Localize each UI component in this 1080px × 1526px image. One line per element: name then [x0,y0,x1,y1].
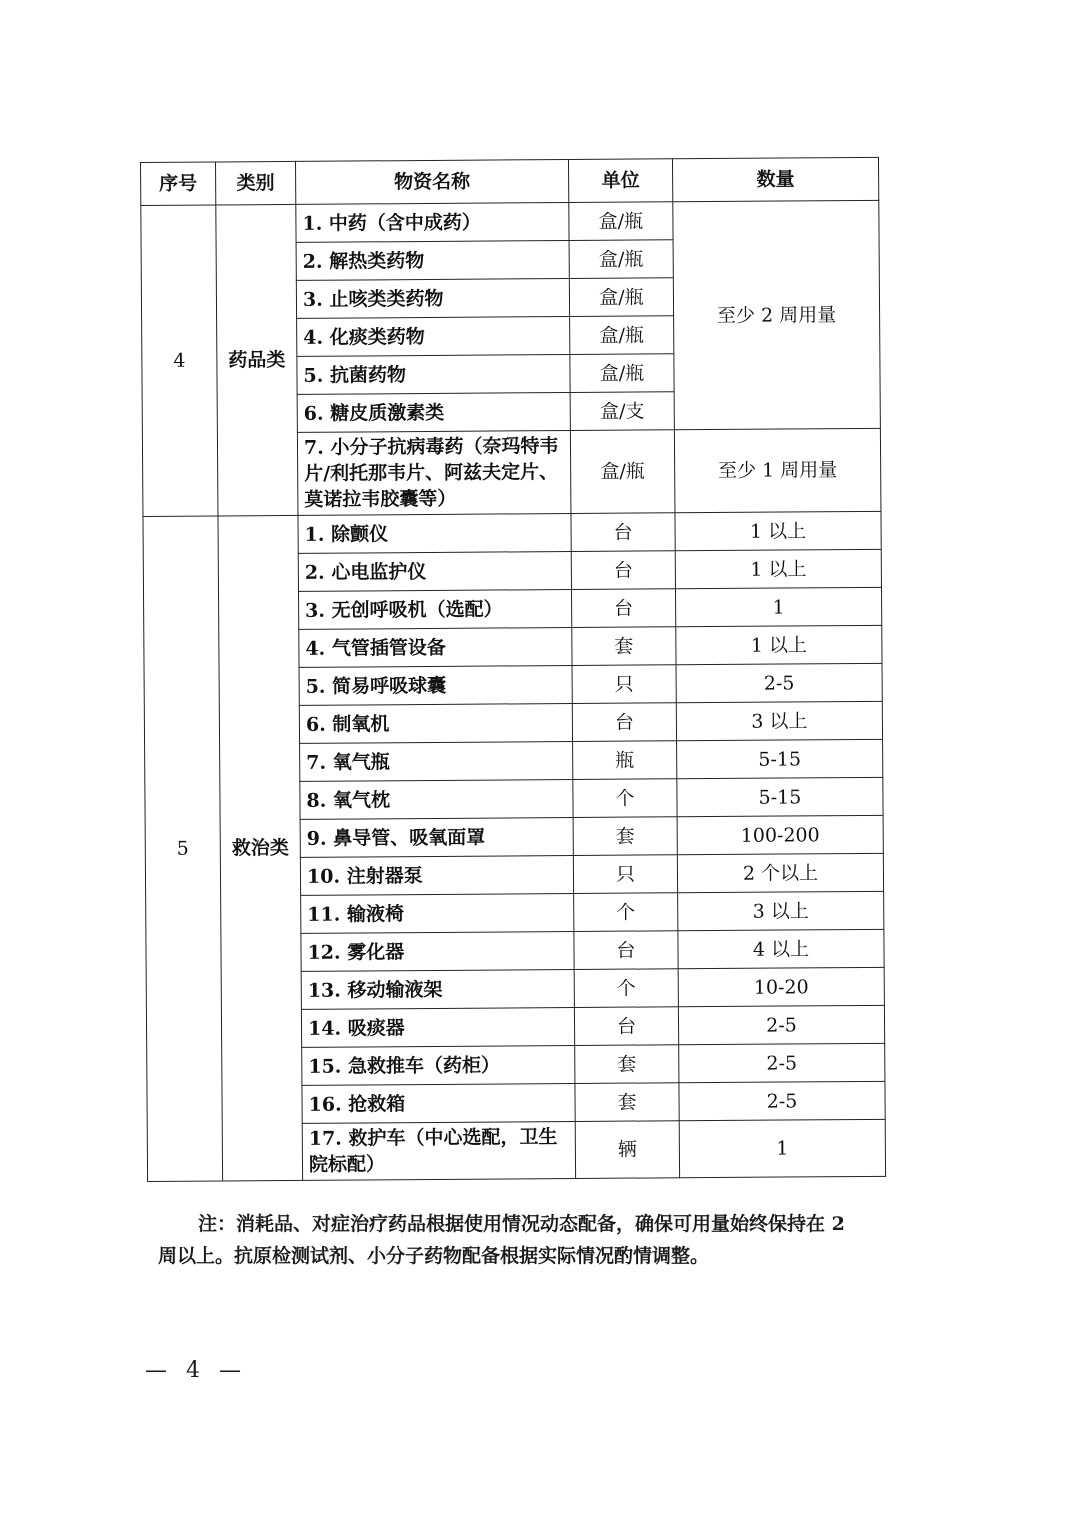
item-unit: 盒/瓶 [569,278,673,317]
item-quantity: 4 以上 [678,929,884,968]
item-unit: 套 [573,817,677,856]
item-unit: 台 [572,703,676,742]
item-quantity: 1 [675,587,881,626]
item-quantity: 5-15 [677,739,883,778]
item-name: 6. 制氧机 [299,703,572,743]
item-name: 3. 止咳类类药物 [296,279,569,319]
item-name: 7. 小分子抗病毒药（奈玛特韦片/利托那韦片、阿兹夫定片、莫诺拉韦胶囊等） [297,431,571,516]
item-name: 9. 鼻导管、吸氧面罩 [300,817,573,857]
item-unit: 个 [574,969,678,1008]
item-name: 5. 简易呼吸球囊 [299,665,572,705]
item-name: 4. 化痰类药物 [297,317,570,357]
item-quantity: 2 个以上 [677,853,883,892]
table-row [141,200,879,243]
page-number: — 4 — [145,1358,247,1383]
header-item-name: 物资名称 [295,160,568,205]
item-quantity: 1 以上 [675,511,881,550]
item-name: 5. 抗菌药物 [297,355,570,395]
item-name: 14. 吸痰器 [301,1007,574,1047]
item-unit: 只 [573,855,677,894]
item-quantity: 10-20 [678,967,884,1006]
item-quantity: 3 以上 [678,891,884,930]
group-category: 药品类 [216,204,298,516]
item-unit: 盒/瓶 [569,202,673,241]
item-name: 4. 气管插管设备 [299,627,572,667]
item-name: 7. 氧气瓶 [300,741,573,781]
item-quantity: 5-15 [677,777,883,816]
item-unit: 套 [575,1083,679,1122]
item-unit: 盒/瓶 [570,316,674,355]
item-quantity: 1 以上 [676,625,882,664]
item-unit: 盒/瓶 [569,240,673,279]
item-unit: 瓶 [573,741,677,780]
table-row [143,511,881,554]
item-name: 13. 移动输液架 [301,969,574,1009]
supplies-table [140,157,886,1182]
item-name: 1. 中药（含中成药） [296,203,569,243]
item-name: 8. 氧气枕 [300,779,573,819]
header-quantity: 数量 [672,157,878,201]
item-quantity: 2-5 [679,1043,885,1082]
item-unit: 盒/瓶 [570,430,675,514]
group-index: 4 [141,205,218,517]
item-name: 12. 雾化器 [301,931,574,971]
item-unit: 套 [572,627,676,666]
item-unit: 个 [573,779,677,818]
item-quantity: 2-5 [676,663,882,702]
item-name: 15. 急救推车（药柜） [302,1045,575,1085]
item-name: 11. 输液椅 [301,893,574,933]
group-category: 救治类 [218,515,303,1181]
item-name: 2. 解热类药物 [296,241,569,281]
item-unit: 盒/支 [570,392,674,431]
item-unit: 台 [574,1007,678,1046]
item-quantity: 1 以上 [675,549,881,588]
item-quantity: 至少 2 周用量 [673,200,881,429]
table-header-row [141,157,879,205]
item-unit: 盒/瓶 [570,354,674,393]
header-category: 类别 [216,161,296,205]
item-quantity: 100-200 [677,815,883,854]
item-unit: 台 [574,931,678,970]
item-unit: 套 [575,1045,679,1084]
group-index: 5 [143,516,223,1182]
item-name: 17. 救护车（中心选配，卫生院标配） [302,1121,575,1180]
item-name: 1. 除颤仪 [298,513,571,553]
item-name: 3. 无创呼吸机（选配） [299,589,572,629]
header-unit: 单位 [568,159,672,203]
item-unit: 台 [571,589,675,628]
item-quantity: 2-5 [679,1081,885,1120]
item-name: 10. 注射器泵 [300,855,573,895]
table-footnote: 注：消耗品、对症治疗药品根据使用情况动态配备，确保可用量始终保持在 2 周以上。抗原检测试剂、小分子药物配备根据实际情况酌情调整。 [158,1213,845,1267]
item-quantity: 至少 1 周用量 [674,428,881,512]
item-quantity: 1 [679,1119,885,1177]
header-index: 序号 [141,162,216,206]
item-unit: 台 [571,513,675,552]
item-unit: 只 [572,665,676,704]
item-unit: 台 [571,551,675,590]
item-unit: 个 [574,893,678,932]
item-unit: 辆 [575,1121,679,1179]
item-quantity: 3 以上 [676,701,882,740]
item-name: 2. 心电监护仪 [298,551,571,591]
item-name: 6. 糖皮质激素类 [297,393,570,433]
item-quantity: 2-5 [678,1005,884,1044]
item-name: 16. 抢救箱 [302,1083,575,1123]
